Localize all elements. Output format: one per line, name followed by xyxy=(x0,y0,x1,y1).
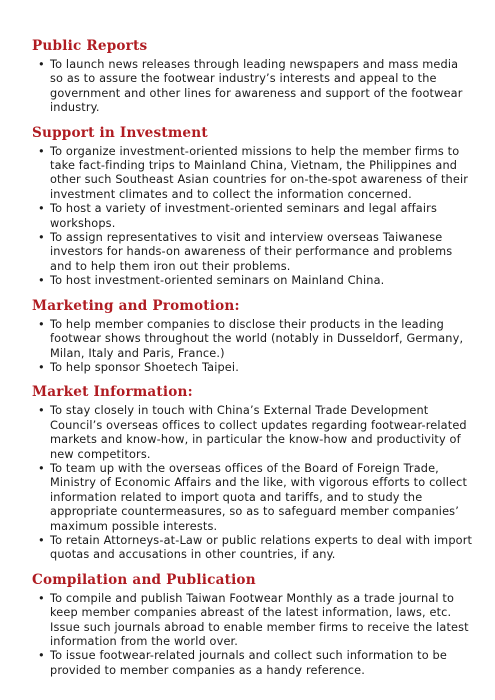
list-item: • To help member companies to disclose their products in the leading footwear shows throughout the world (notably in Dusseldorf, Germany, Milan, Italy and Paris, France.) xyxy=(32,318,475,361)
list-item: • To host a variety of investment-oriented seminars and legal affairs workshops. xyxy=(32,202,475,231)
list-item: • To stay closely in touch with China’s External Trade Development Council’s overseas offices to collect updates regarding footwear-related markets and know-how, in particular the know-how and productivity of new competitors. xyxy=(32,404,475,462)
bullet-list xyxy=(32,592,475,678)
section-heading: Support in Investment xyxy=(32,124,208,141)
section-heading: Compilation and Publication xyxy=(32,571,256,588)
section-support-in-investment xyxy=(32,125,475,289)
section-heading: Public Reports xyxy=(32,38,148,54)
list-item: • To team up with the overseas offices of the Board of Foreign Trade, Ministry of Economic Affairs and the like, with vigorous efforts to collect information related to import quota and tariffs, and to study the appropriate countermeasures, so as to safeguard member companies’ maximum possible interests. xyxy=(32,462,475,534)
section-marketing-and-promotion xyxy=(32,298,475,376)
bullet-list xyxy=(32,58,475,116)
list-item: • To help sponsor Shoetech Taipei. xyxy=(32,361,475,375)
list-item: • To compile and publish Taiwan Footwear Monthly as a trade journal to keep member companies abreast of the latest information, laws, etc. Issue such journals abroad to enable member firms to receive the latest information from the world over. xyxy=(32,592,475,650)
list-item: • To launch news releases through leading newspapers and mass media so as to assure the footwear industry’s interests and appeal to the government and other lines for awareness and support of the footwear industry. xyxy=(32,58,475,116)
bullet-list xyxy=(32,404,475,562)
list-item: • To assign representatives to visit and interview overseas Taiwanese investors for hands-on awareness of their performance and problems and to help them iron out their problems. xyxy=(32,231,475,274)
list-item: • To organize investment-oriented missions to help the member firms to take fact-finding trips to Mainland China, Vietnam, the Philippines and other such Southeast Asian countries for on-the-spot awareness of their investment climates and to collect the information concerned. xyxy=(32,145,475,203)
section-market-information xyxy=(32,384,475,562)
section-heading: Market Information: xyxy=(32,384,193,401)
section-heading: Marketing and Promotion: xyxy=(32,297,240,314)
bullet-list xyxy=(32,145,475,289)
section-public-reports xyxy=(32,38,475,116)
list-item: • To retain Attorneys-at-Law or public relations experts to deal with import quotas and accusations in other countries, if any. xyxy=(32,534,475,563)
list-item: • To host investment-oriented seminars on Mainland China. xyxy=(32,274,475,288)
list-item: • To issue footwear-related journals and collect such information to be provided to member companies as a handy reference. xyxy=(32,649,475,678)
bullet-list xyxy=(32,318,475,376)
section-compilation-and-publication xyxy=(32,572,475,678)
